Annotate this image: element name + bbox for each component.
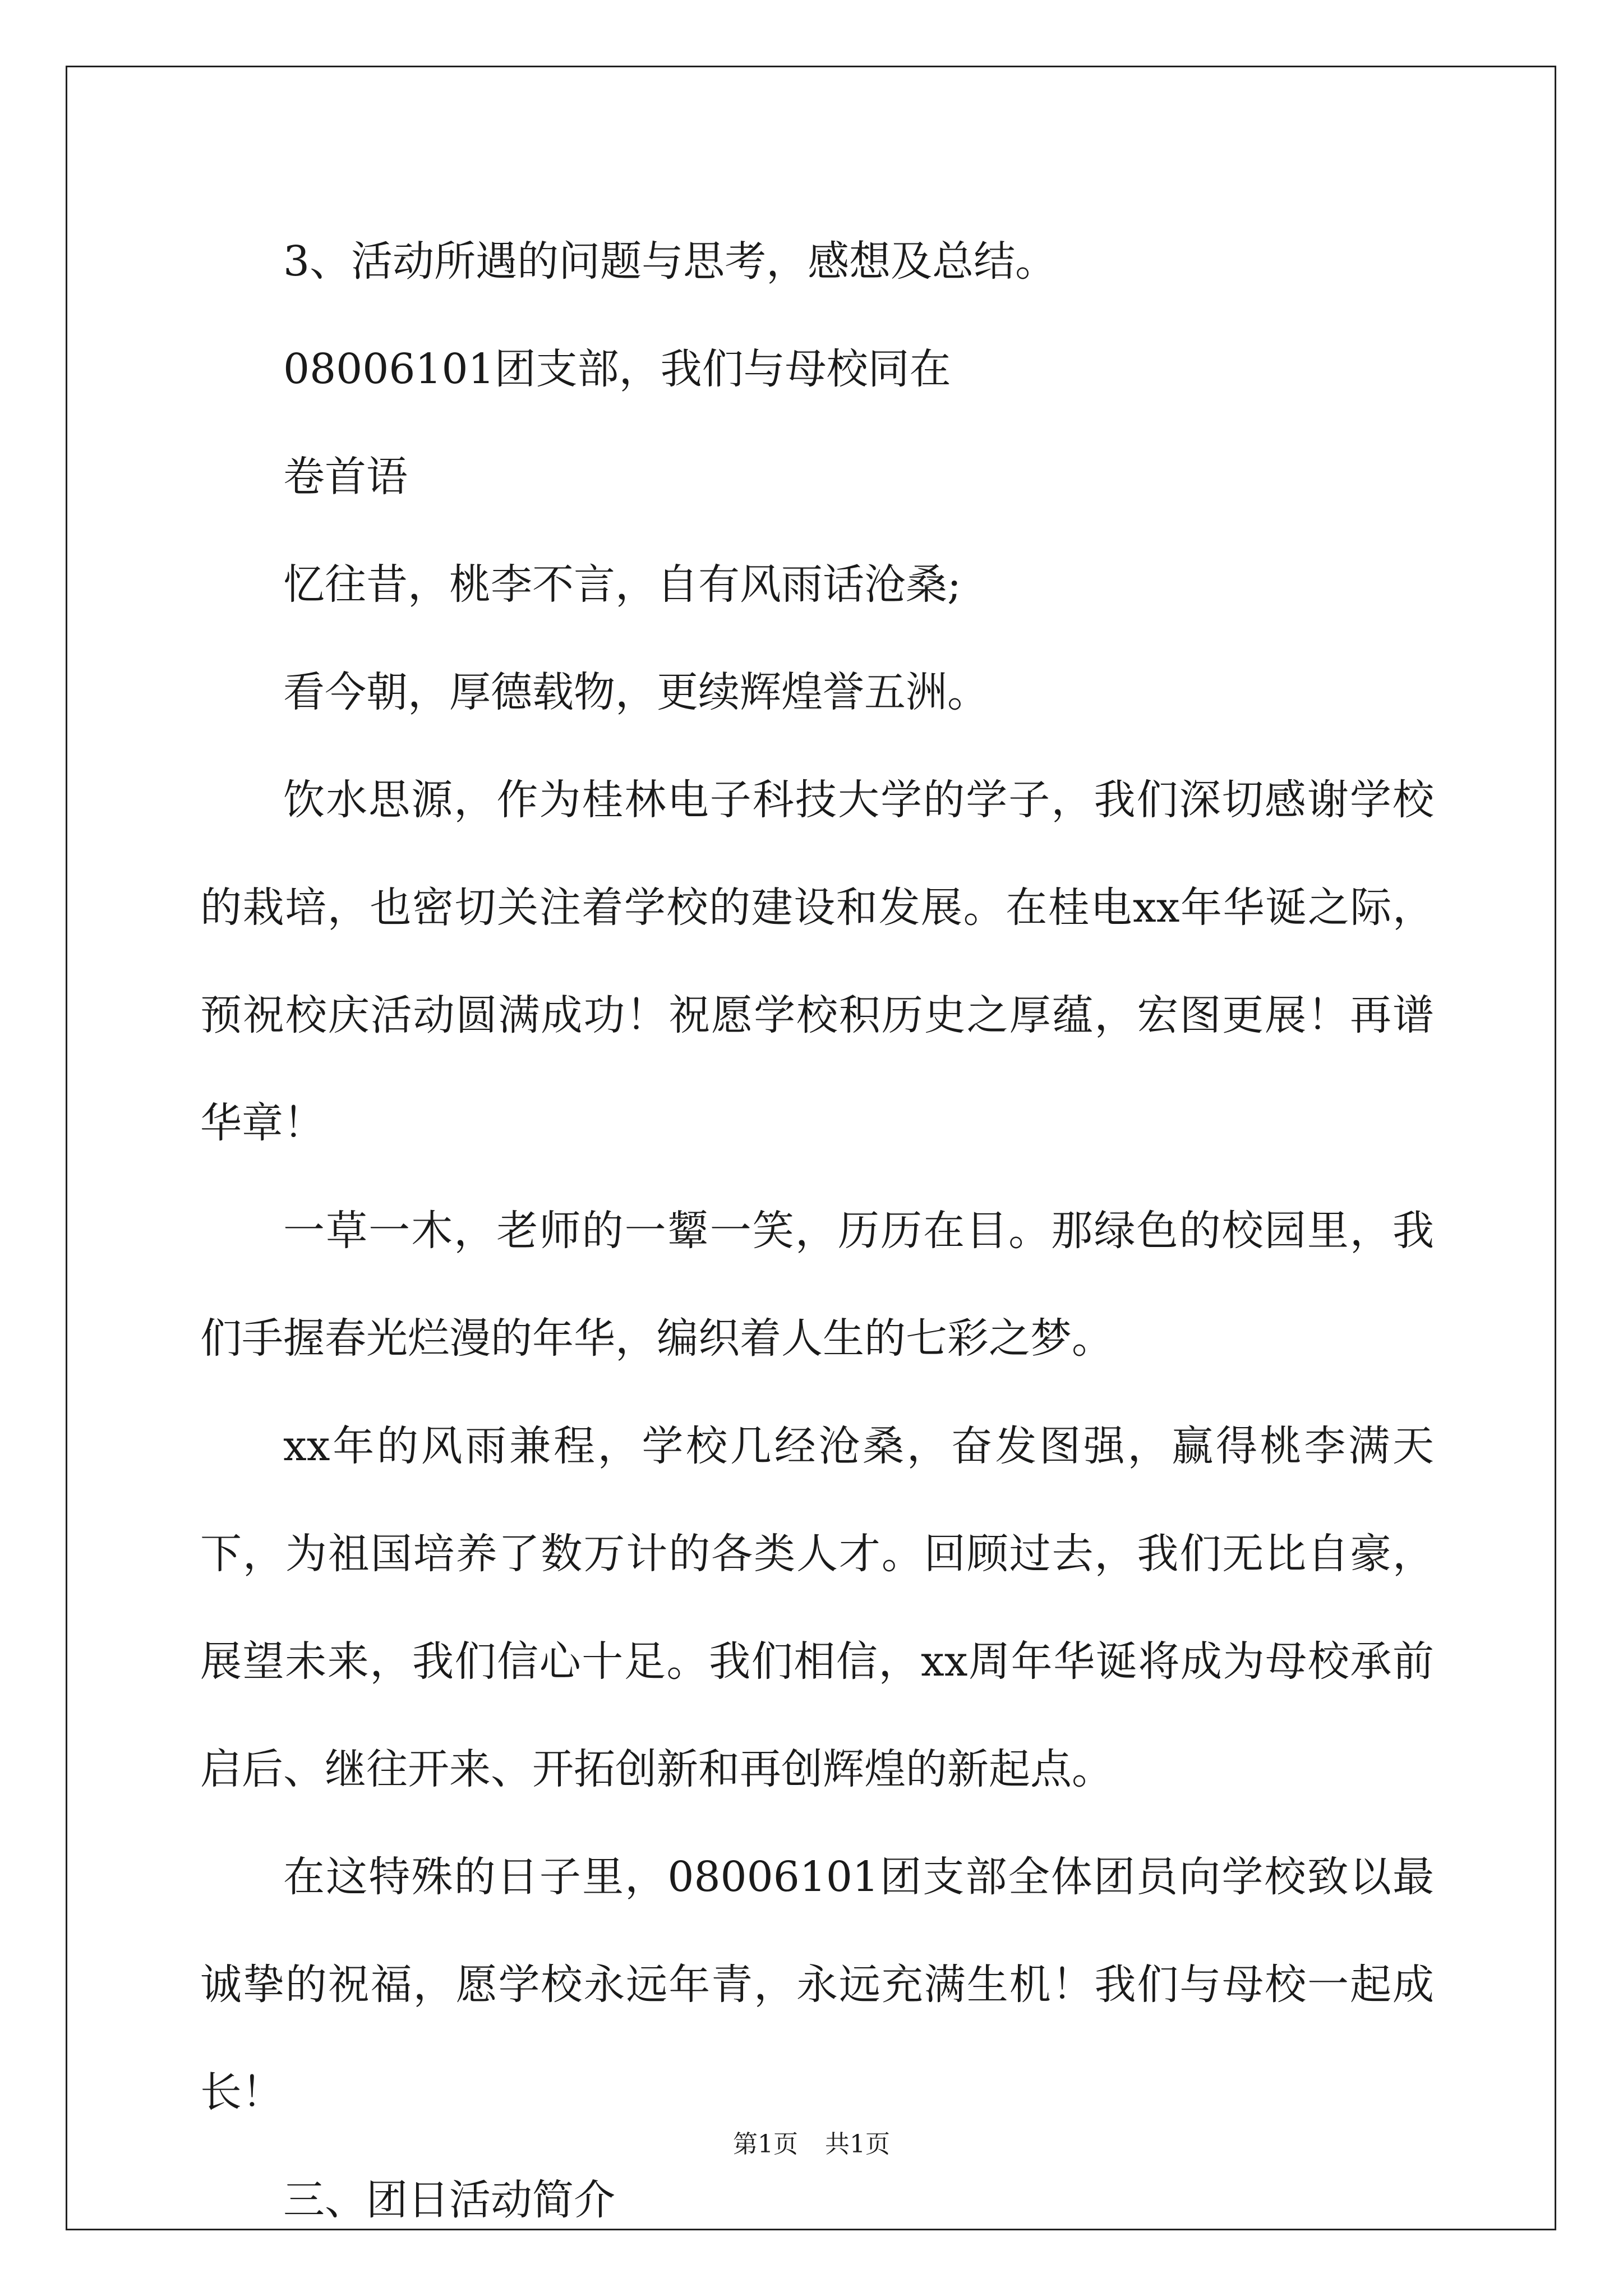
paragraph-verse-2: 看今朝，厚德载物，更续辉煌誉五洲。 (283, 668, 989, 716)
page-footer (0, 2128, 1623, 2161)
paragraph-gratitude: 饮水思源，作为桂林电子科技大学的学子，我们深切感谢学校的栽培，也密切关注着学校的建设和发展。在桂电xx年华诞之际，预祝校庆活动圆满成功！祝愿学校积历史之厚蕴，宏图更展！再谱华章！ (200, 776, 1434, 1147)
paragraph-verse-1: 忆往昔，桃李不言，自有风雨话沧桑; (283, 560, 961, 609)
paragraph-preface-heading: 卷首语 (283, 453, 408, 501)
page-number: 第1页 (733, 2130, 798, 2159)
paragraph-section-title: 08006101团支部，我们与母校同在 (283, 345, 951, 393)
paragraph-blessing: 在这特殊的日子里，08006101团支部全体团员向学校致以最诚挚的祝福，愿学校永远年青，永远充满生机！我们与母校一起成长！ (200, 1853, 1434, 2116)
paragraph-activity-reflection: 3、活动所遇的问题与思考，感想及总结。 (283, 237, 1057, 286)
paragraph-section-three-heading: 三、团日活动简介 (283, 2176, 615, 2224)
page-total: 共1页 (825, 2130, 890, 2159)
document-body (200, 208, 1434, 2254)
paragraph-memories: 一草一木，老师的一颦一笑，历历在目。那绿色的校园里，我们手握春光烂漫的年华，编织着人生的七彩之梦。 (200, 1207, 1434, 1363)
paragraph-history: xx年的风雨兼程，学校几经沧桑，奋发图强，赢得桃李满天下，为祖国培养了数万计的各类人才。回顾过去，我们无比自豪，展望未来，我们信心十足。我们相信，xx周年华诞将成为母校承前启后、继往开来、开拓创新和再创辉煌的新起点。 (200, 1422, 1434, 1793)
